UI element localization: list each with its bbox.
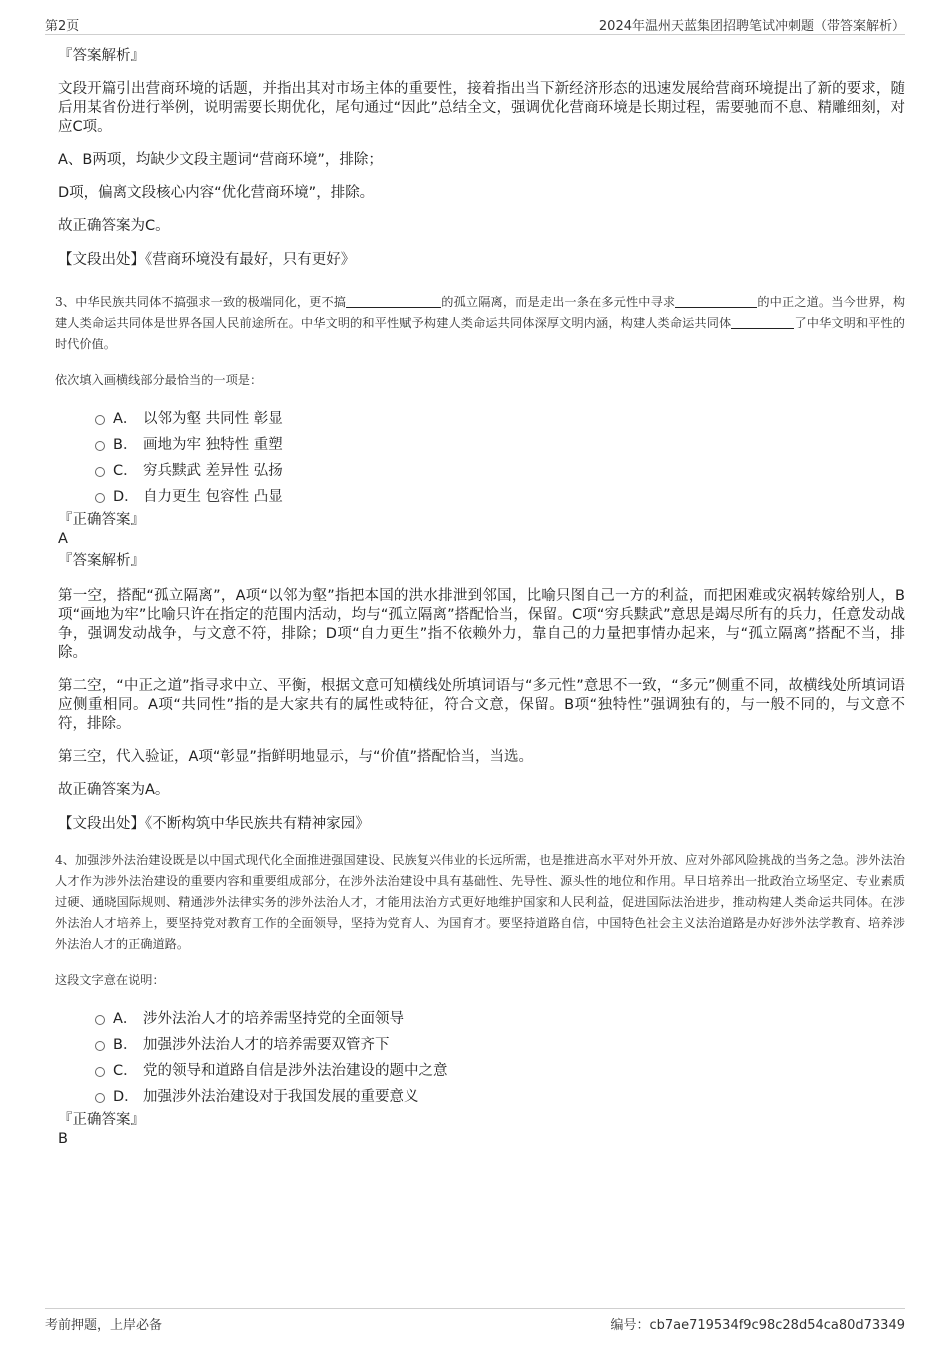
page-number: 第2页 <box>45 18 80 34</box>
document-title: 2024年温州天蓝集团招聘笔试冲刺题（带答案解析） <box>598 18 905 34</box>
correct-answer-label: 『正确答案』 <box>58 1112 145 1128</box>
option-a[interactable]: A． 涉外法治人才的培养需坚持党的全面领导 <box>95 1004 905 1030</box>
analysis-paragraph: D项，偏离文段核心内容“优化营商环境”，排除。 <box>58 185 375 201</box>
analysis-paragraph: A、B两项，均缺少文段主题词“营商环境”，排除； <box>58 152 383 168</box>
option-b[interactable]: B． 画地为牢 独特性 重塑 <box>95 430 905 456</box>
footer-slogan: 考前押题，上岸必备 <box>45 1318 163 1333</box>
radio-icon[interactable] <box>95 1067 105 1077</box>
options-list <box>95 404 905 508</box>
question-prompt: 这段文字意在说明： <box>55 973 165 987</box>
options-list <box>95 1004 905 1108</box>
option-d[interactable]: D． 自力更生 包容性 凸显 <box>95 482 905 508</box>
analysis-paragraph: 第二空，“中正之道”指寻求中立、平衡，根据文意可知横线处所填词语与“多元性”意思不一致，“多元”侧重不同，故横线处所填词语应侧重相同。A项“共同性”指的是大家共有的属性或特征，符合文意，保留。B项“独特性”强调独有的，与一般不同的，与文意不符，排除。 <box>58 678 905 732</box>
option-c[interactable]: C． 党的领导和道路自信是涉外法治建设的题中之意 <box>95 1056 905 1082</box>
analysis-paragraph: 第三空，代入验证，A项“彰显”指鲜明地显示，与“价值”搭配恰当，当选。 <box>58 749 533 765</box>
question-text: 3、中华民族共同体不搞强求一致的极端同化，更不搞 <box>55 295 347 309</box>
analysis-paragraph: 故正确答案为A。 <box>58 782 170 798</box>
option-d[interactable]: D． 加强涉外法治建设对于我国发展的重要意义 <box>95 1082 905 1108</box>
correct-answer-label: 『正确答案』 <box>58 512 145 528</box>
option-b[interactable]: B． 加强涉外法治人才的培养需要双管齐下 <box>95 1030 905 1056</box>
option-a[interactable]: A． 以邻为壑 共同性 彰显 <box>95 404 905 430</box>
radio-icon[interactable] <box>95 441 105 451</box>
fill-blank <box>731 315 794 329</box>
question-text: 的中正之道。当今世界，构建人类命运共同体是世界各国人民前途所在。中华文明的和平性赋予构建人类命运共同体深厚文明内涵，构建人类命运共同体 <box>55 295 906 330</box>
radio-icon[interactable] <box>95 467 105 477</box>
radio-icon[interactable] <box>95 1041 105 1051</box>
question-4: 4、加强涉外法治建设既是以中国式现代化全面推进强国建设、民族复兴伟业的长远所需，也是推进高水平对外开放、应对外部风险挑战的当务之急。涉外法治人才作为涉外法治建设的重要内容和重要组成部分，在涉外法治建设中具有基础性、先导性、源头性的地位和作用。早日培养出一批政治立场坚定、专业素质过硬、通晓国际规则、精通涉外法律实务的涉外法治人才，才能用法治方式更好地维护国家和人民利益，促进国际法治进步，推动构建人类命运共同体。在涉外法治人才培养上，要坚持党对教育工作的全面领导，坚持为党育人、为国育才。要坚持道路自信，中国特色社会主义法治道路是办好涉外法学教育、培养涉外法治人才的正确道路。 <box>55 853 905 951</box>
question-3 <box>55 292 905 355</box>
question-text: 了中华文明和平性的时代价值。 <box>55 316 905 351</box>
radio-icon[interactable] <box>95 1093 105 1103</box>
option-c[interactable]: C． 穷兵黩武 差异性 弘扬 <box>95 456 905 482</box>
page-header <box>45 14 905 35</box>
fill-blank <box>675 294 757 308</box>
analysis-paragraph: 第一空，搭配“孤立隔离”，A项“以邻为壑”指把本国的洪水排泄到邻国，比喻只图自己一方的利益，而把困难或灾祸转嫁给别人，B项“画地为牢”比喻只许在指定的范围内活动，均与“孤立隔离”搭配恰当，保留。C项“穷兵黩武”意思是竭尽所有的兵力，任意发动战争，强调发动战争，与文意不符，排除；D项“自力更生”指不依赖外力，靠自己的力量把事情办起来，与“孤立隔离”搭配不当，排除。 <box>58 588 905 661</box>
document-id: 编号：cb7ae719534f9c98c28d54ca80d73349 <box>610 1318 905 1333</box>
correct-answer: B <box>58 1131 68 1147</box>
question-prompt: 依次填入画横线部分最恰当的一项是： <box>55 373 263 387</box>
page-footer <box>45 1308 905 1333</box>
correct-answer: A <box>58 531 68 547</box>
radio-icon[interactable] <box>95 493 105 503</box>
radio-icon[interactable] <box>95 415 105 425</box>
analysis-paragraph: 文段开篇引出营商环境的话题，并指出其对市场主体的重要性，接着指出当下新经济形态的迅速发展给营商环境提出了新的要求，随后用某省份进行举例，说明需要长期优化，尾句通过“因此”总结全文，强调优化营商环境是长期过程，需要驰而不息、精雕细刻，对应C项。 <box>58 81 905 135</box>
page-content <box>55 44 905 1149</box>
source-note: 【文段出处】《不断构筑中华民族共有精神家园》 <box>58 816 370 832</box>
question-text: 的孤立隔离，而是走出一条在多元性中寻求 <box>441 295 676 309</box>
fill-blank <box>346 294 441 308</box>
analysis-label: 『答案解析』 <box>58 553 145 569</box>
source-note: 【文段出处】《营商环境没有最好，只有更好》 <box>58 252 356 268</box>
analysis-label: 『答案解析』 <box>58 48 145 64</box>
radio-icon[interactable] <box>95 1015 105 1025</box>
analysis-paragraph: 故正确答案为C。 <box>58 218 170 234</box>
